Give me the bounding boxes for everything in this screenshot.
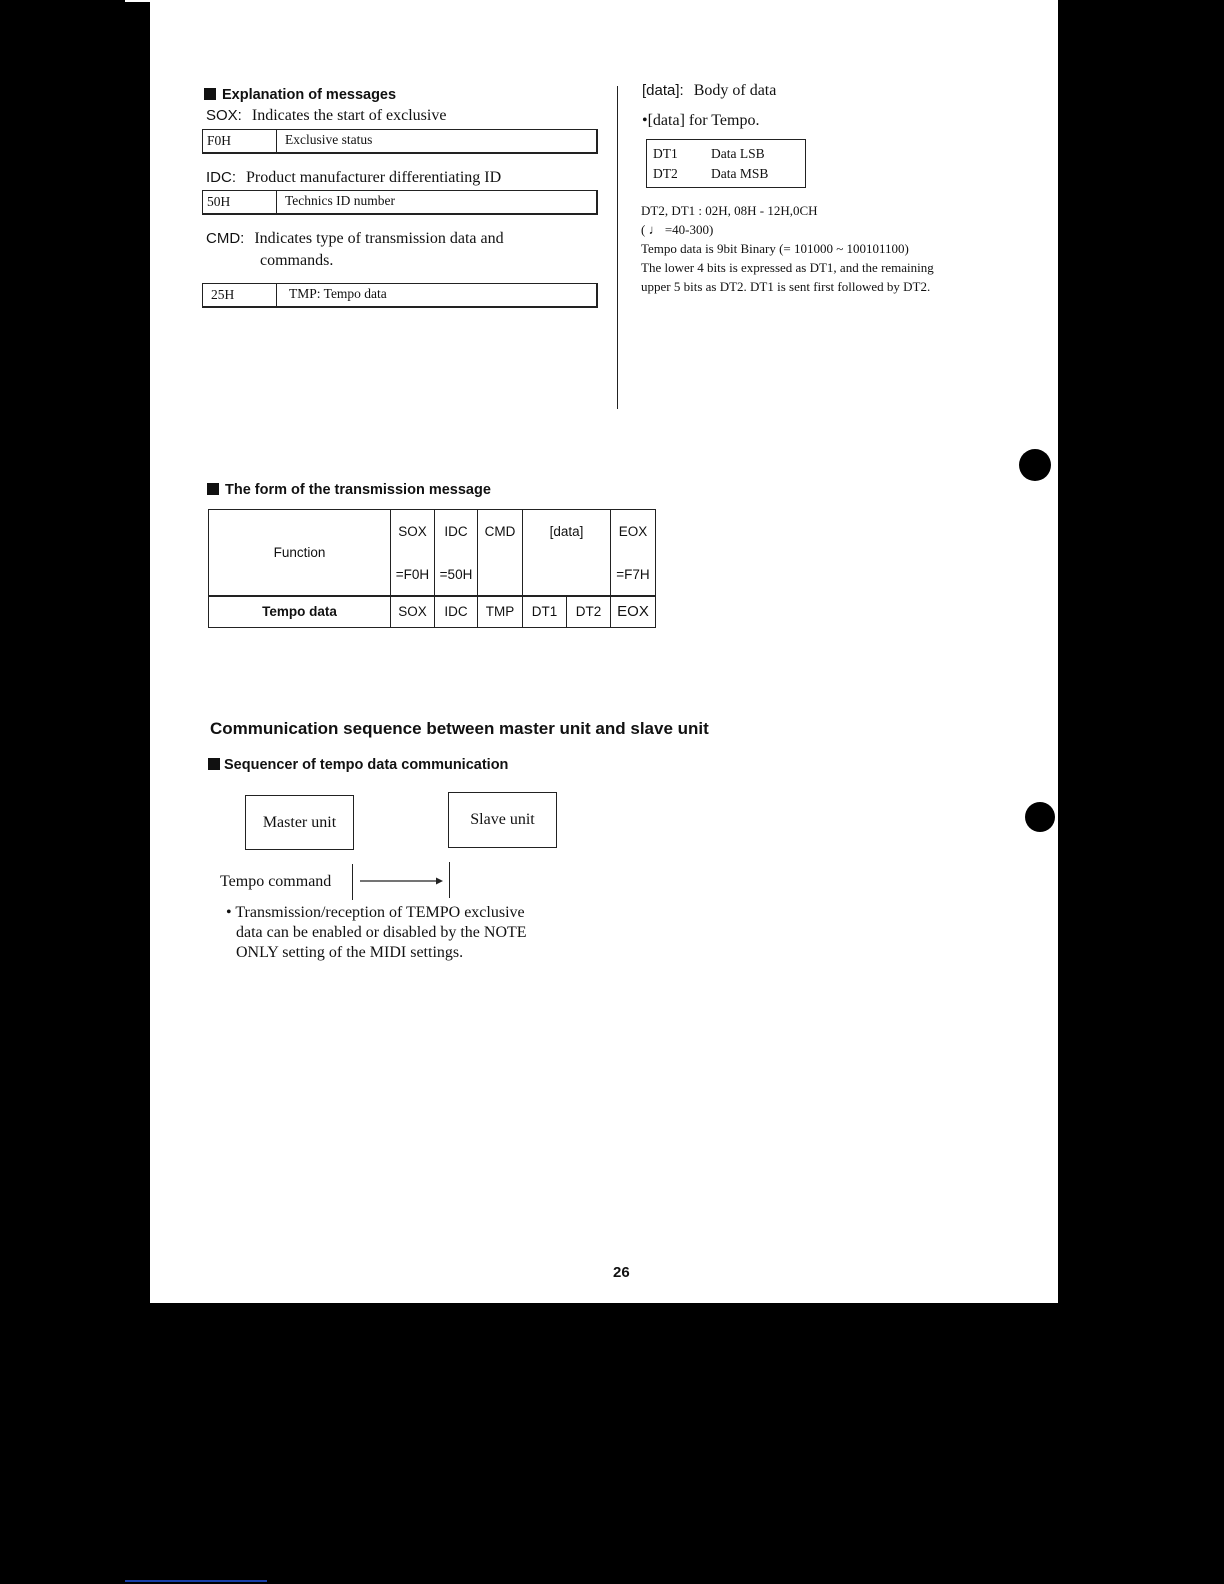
sequencer-heading: Sequencer of tempo data communication [208,757,508,773]
cmd-subvalue [478,554,523,596]
cmd-header: CMD [478,510,523,554]
cmd-row [206,230,504,248]
idc-meaning: Technics ID number [285,193,396,208]
idc-subvalue: =50H [435,554,478,596]
data-note-4: The lower 4 bits is expressed as DT1, and the remaining [641,260,934,275]
cmd-code-box [202,283,598,308]
data-note-1: DT2, DT1 : 02H, 08H - 12H,0CH [641,203,818,218]
tempo-arrow [360,876,444,886]
transmission-heading: The form of the transmission message [207,482,491,498]
idc-header: IDC [435,510,478,554]
dt1-value: Data LSB [711,146,765,161]
cmd-description-cont: commands. [260,252,334,269]
master-lifeline [352,864,353,900]
master-unit-box: Master unit [245,795,354,850]
square-bullet-icon [208,758,220,770]
idc-code: 50H [203,191,277,213]
cmd-code: 25H [203,284,277,306]
data-description: Body of data [693,82,777,99]
cmd-label: CMD: [206,230,245,247]
slave-unit-box: Slave unit [448,792,557,848]
note-line-2: data can be enabled or disabled by the NOTE [236,924,527,941]
note-line-1: • Transmission/reception of TEMPO exclusive [226,904,525,921]
tempo-data-label: Tempo data [209,596,391,628]
sox-code: F0H [203,130,277,152]
sox-code-box [202,129,598,154]
binder-hole-bottom [1025,802,1055,832]
dt2-value: Data MSB [711,166,769,181]
tempo-command-label: Tempo command [220,873,332,890]
data-label: [data]: [642,82,684,99]
dt1-name: DT1 [653,146,678,161]
data-note-5: upper 5 bits as DT2. DT1 is sent first followed by DT2. [641,279,931,294]
explanation-heading: Explanation of messages [204,87,396,103]
data-notes [641,201,1041,296]
data-subvalue [523,554,611,596]
function-header: Function [209,510,391,596]
data-header: [data] [523,510,611,554]
idc-code-box [202,190,598,215]
idc-label: IDC: [206,169,236,186]
dt2-name: DT2 [653,166,678,181]
sox-subvalue: =F0H [391,554,435,596]
sox-label: SOX: [206,107,242,124]
binder-hole-top [1019,449,1051,481]
data-dt-table [646,139,806,188]
row-dt1: DT1 [523,596,567,628]
row-sox: SOX [391,596,435,628]
transmission-table [208,509,656,628]
idc-row [206,169,501,187]
top-edge-line [125,0,262,2]
data-tempo-note: •[data] for Tempo. [642,112,760,129]
cmd-meaning: TMP: Tempo data [289,286,387,301]
communication-title: Communication sequence between master unit and slave unit [210,719,709,738]
square-bullet-icon [207,483,219,495]
page-number: 26 [613,1264,630,1281]
column-divider [617,86,618,409]
idc-description: Product manufacturer differentiating ID [246,169,502,186]
data-row [642,82,776,100]
row-idc: IDC [435,596,478,628]
data-note-3: Tempo data is 9bit Binary (= 101000 ~ 100101100) [641,241,909,256]
row-eox: EOX [611,596,656,628]
bottom-link-line [125,1580,267,1582]
row-dt2: DT2 [567,596,611,628]
eox-subvalue: =F7H [611,554,656,596]
slave-lifeline [449,862,450,898]
communication-note [226,903,527,963]
square-bullet-icon [204,88,216,100]
data-note-2: ( ♩ =40-300) [641,222,714,237]
sox-header: SOX [391,510,435,554]
sox-description: Indicates the start of exclusive [251,107,447,124]
sox-meaning: Exclusive status [285,132,373,147]
eox-header: EOX [611,510,656,554]
cmd-description: Indicates type of transmission data and [254,230,504,247]
sox-row [206,107,446,125]
row-tmp: TMP [478,596,523,628]
note-line-3: ONLY setting of the MIDI settings. [236,944,464,961]
